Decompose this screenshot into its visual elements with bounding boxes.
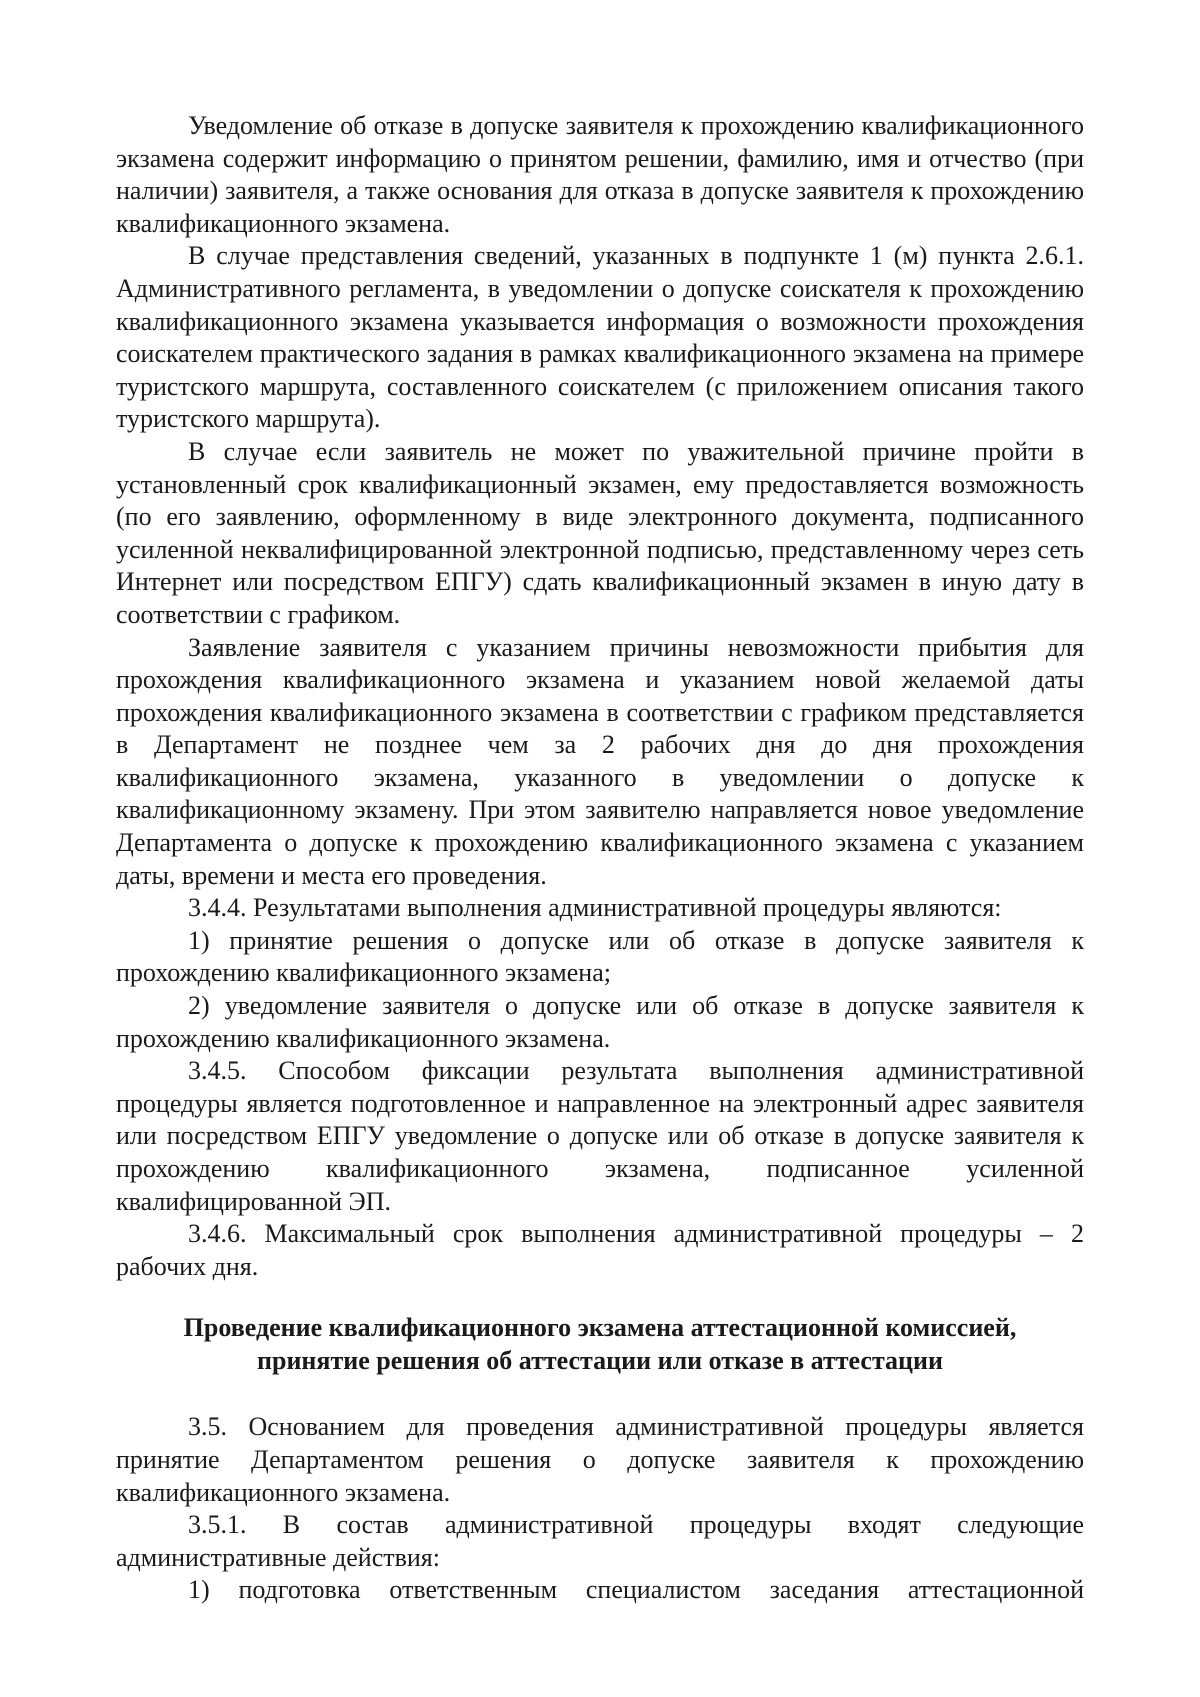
list-item-3-4-4-2: 2) уведомление заявителя о допуске или об отказе в допуске заявителя к прохождению квалификационного экзамена.: [116, 991, 1084, 1053]
paragraph-3-5: 3.5. Основанием для проведения административной процедуры является принятие Департаментом решения о допуске заявителя к прохождению квалификационного экзамена.: [116, 1412, 1084, 1507]
document-page: [116, 110, 1084, 1607]
paragraph-3-4-6: 3.4.6. Максимальный срок выполнения административной процедуры – 2 рабочих дня.: [116, 1219, 1084, 1281]
paragraph-refusal-notice: Уведомление об отказе в допуске заявителя к прохождению квалификационного экзамена содержит информацию о принятом решении, фамилию, имя и отчество (при наличии) заявителя, а также основания для отказа в допуске заявителя к прохождению квалификационного экзамена.: [116, 111, 1084, 238]
section-heading-line-2: принятие решения об аттестации или отказе в аттестации: [257, 1346, 943, 1376]
paragraph-3-4-5: 3.4.5. Способом фиксации результата выполнения административной процедуры является подготовленное и направленное на электронный адрес заявителя или посредством ЕПГУ уведомление о допуске или об отказе в допуске заявителя к прохождению квалификационного экзамена, подписанное усиленной квалифицированной ЭП.: [116, 1056, 1084, 1216]
paragraph-application: Заявление заявителя с указанием причины невозможности прибытия для прохождения квалификационного экзамена и указанием новой желаемой даты прохождения квалификационного экзамена в соответствии с графиком представляется в Департамент не позднее чем за 2 рабочих дня до дня прохождения квалификационного экзамена, указанного в уведомлении о допуске к квалификационному экзамену. При этом заявителю направляется новое уведомление Департамента о допуске к прохождению квалификационного экзамена с указанием даты, времени и места его проведения.: [116, 632, 1084, 890]
list-item-3-4-4-1: 1) принятие решения о допуске или об отказе в допуске заявителя к прохождению квалификационного экзамена;: [116, 925, 1084, 988]
section-heading-line-1: Проведение квалификационного экзамена аттестационной комиссией,: [183, 1313, 1017, 1343]
list-item-3-5-1-1: 1) подготовка ответственным специалистом заседания аттестационной: [188, 1575, 1084, 1605]
paragraph-3-4-4: 3.4.4. Результатами выполнения административной процедуры являются:: [188, 893, 1002, 923]
section-heading: [116, 1311, 1084, 1377]
paragraph-reschedule: В случае если заявитель не может по уважительной причине пройти в установленный срок квалификационный экзамен, ему предоставляется возможность (по его заявлению, оформленному в виде электронного документа, подписанного усиленной неквалифицированной электронной подписью, представленному через сеть Интернет или посредством ЕПГУ) сдать квалификационный экзамен в иную дату в соответствии с графиком.: [116, 436, 1084, 629]
paragraph-3-5-1: 3.5.1. В состав административной процедуры входят следующие административные действия:: [116, 1510, 1084, 1572]
paragraph-practical-task: В случае представления сведений, указанных в подпункте 1 (м) пункта 2.6.1. Административного регламента, в уведомлении о допуске соискателя к прохождению квалификационного экзамена указывается информация о возможности прохождения соискателем практического задания в рамках квалификационного экзамена на примере туристского маршрута, составленного соискателем (с приложением описания такого туристского маршрута).: [116, 241, 1084, 434]
